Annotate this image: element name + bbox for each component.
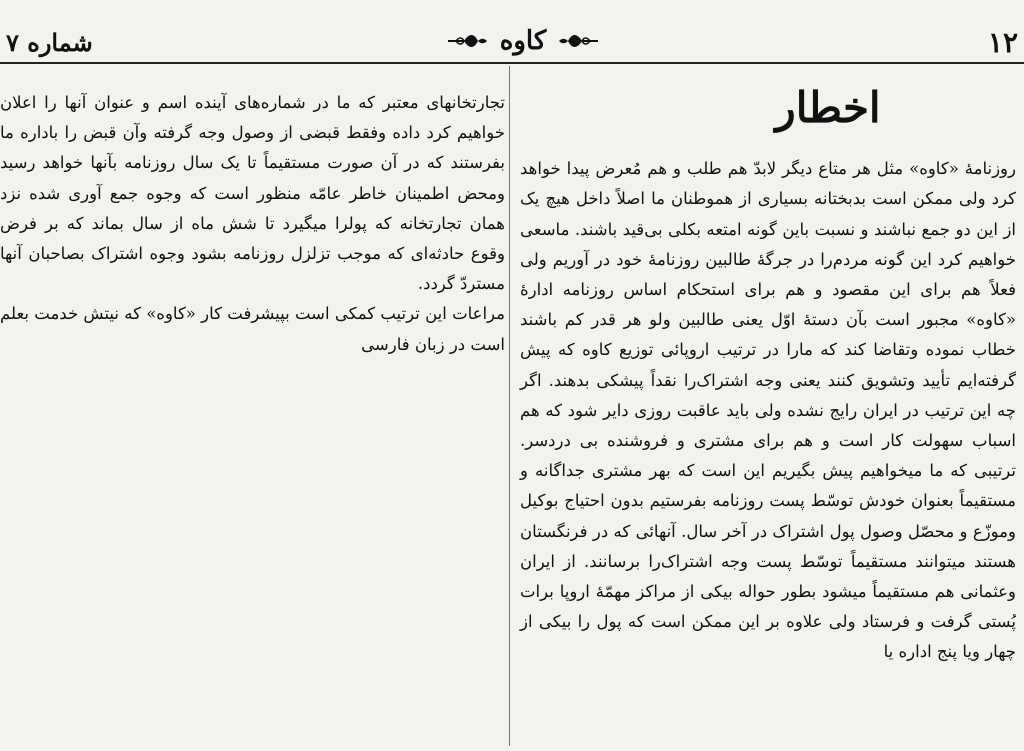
page-header <box>0 18 1024 58</box>
right-ornament-icon <box>556 29 600 53</box>
right-paragraph-1: روزنامهٔ «کاوه» مثل هر متاع دیگر لابدّ هم طلب و هم مُعرض پیدا خواهد کرد ولی ممکن است بدبختانه بسیاری از هموطنان ما اصلاً داخل هیچ یک از این دو جمع نباشند و نسبت باین گونه امتعه بکلی بی‌قید باشند. ماسعی خواهیم کرد این گونه مردم‌را در جرگهٔ طالبین روزنامهٔ خود در آوریم ولی فعلاً هم برای این مقصود و هم برای استحکام اساس روزنامه ادارهٔ «کاوه» مجبور است بآن دستهٔ اوّل یعنی طالبین ولو هر قدر کم باشند خطاب نموده وتقاضا کند که مارا در ترتیب اروپائی توزیع کاوه که پیش گرفته‌ایم تأیید وتشویق کنند یعنی وجه اشتراک‌را نقداً پیشکی بدهند. اگر چه این ترتیب در ایران رایج نشده ولی باید عاقبت روزی دایر شود که هم اسباب سهولت کار است و هم برای مشتری و فروشنده بی دردسر. ترتیبی که ما میخواهیم پیش بگیریم این است که بهر مشتری جداگانه و مستقیماً بعنوان خودش توسّط پست روزنامه بفرستیم بدون احتیاج بوکیل وموزّع و محصّل وصول پول اشتراک در آخر سال. آنهائی که در فرنگستان هستند میتوانند مستقیماً توسّط پست وجه اشتراک‌را برسانند. از ایران وعثمانی هم مستقیماً میشود بطور حواله بیکی از مراکز مهمّهٔ اروپا برات پُستی گرفت و فرستاد ولی علاوه بر این ممکن است که پول را بیکی از چهار ویا پنج اداره یا <box>520 159 1016 662</box>
left-column <box>0 88 505 738</box>
right-column <box>520 83 1016 746</box>
masthead-title: کاوه <box>499 26 547 56</box>
issue-label: شماره ۷ <box>6 28 93 57</box>
left-body <box>0 88 505 360</box>
left-paragraph-2: مراعات این ترتیب کمکی است بپیشرفت کار «کاوه» که نیتش خدمت بعلم است در زبان فارسی <box>0 304 505 354</box>
left-ornament-icon <box>446 29 490 53</box>
masthead <box>428 22 618 60</box>
column-divider <box>509 66 510 746</box>
left-paragraph-1: تجارتخانهای معتبر که ما در شماره‌های آینده اسم و عنوان آنها را اعلان خواهیم کرد داده وفقط قبضی از وصول وجه گرفته وآن قبض را باداره ما بفرستند که در آن صورت مستقیماً تا یک سال روزنامه بآنها خواهد رسید ومحض اطمینان خاطر عامّه منظور است که وجوه جمع آوری شده نزد همان تجارتخانه که پولرا میگیرد تا شش ماه از سال بماند که بر فرض وقوع حادثه‌ای که موجب تزلزل روزنامه بشود وجوه اشتراک بصاحبان آنها مستردّ گردد. <box>0 93 505 294</box>
right-body <box>520 154 1016 667</box>
article-title: اخطار <box>775 83 881 132</box>
header-rule <box>0 62 1024 64</box>
page-number: ۱۲ <box>987 26 1018 59</box>
